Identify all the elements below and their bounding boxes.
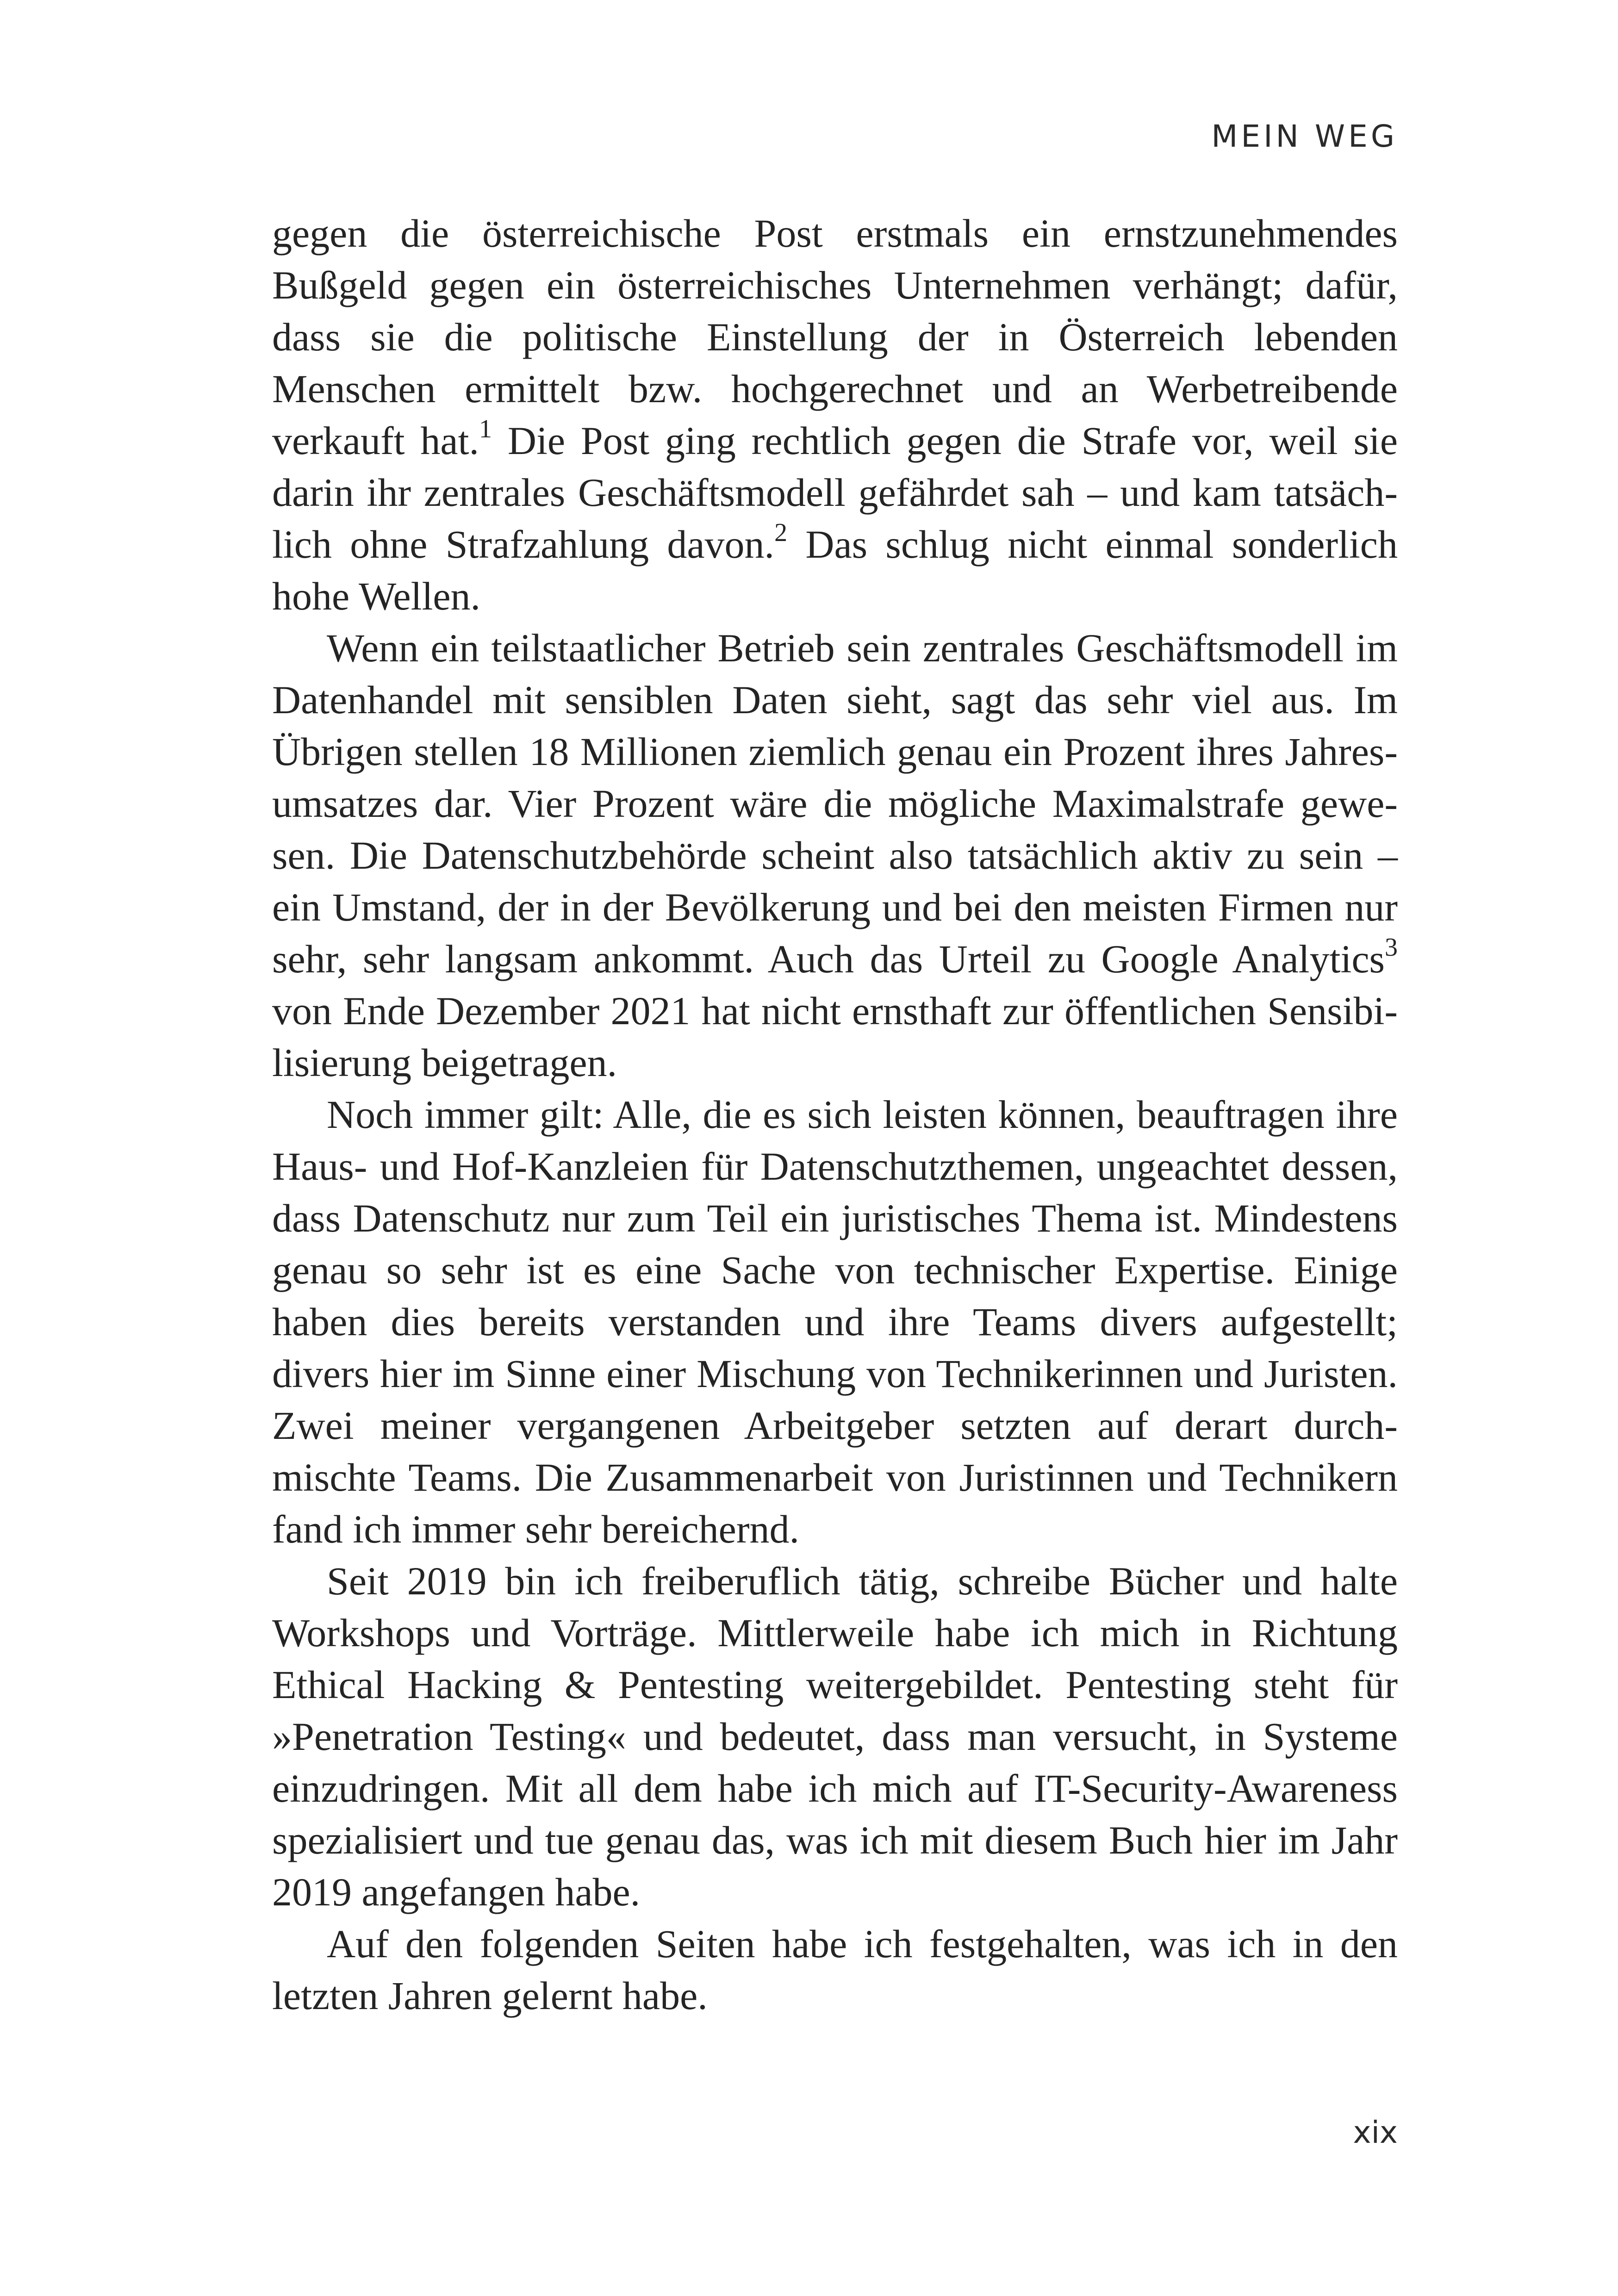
text-line: von Ende Dezember 2021 hat nicht ernsthaft zur öffentlichen Sensibi- [272,989,1398,1033]
text-line: Seit 2019 bin ich freiberuflich tätig, schreibe Bücher und halte [327,1559,1398,1603]
text-line: »Penetration Testing« und bedeutet, dass man versucht, in Systeme [272,1714,1398,1759]
paragraph [272,1918,1398,2022]
text-line: Haus- und Hof-Kanzleien für Datenschutzthemen, ungeachtet dessen, [272,1144,1398,1188]
text-line: Ethical Hacking & Pentesting weitergebildet. Pentesting steht für [272,1662,1398,1707]
paragraph [272,1089,1398,1555]
text-line: Auf den folgenden Seiten habe ich festgehalten, was ich in den [327,1922,1398,1966]
paragraph [272,207,1398,622]
text-line: Noch immer gilt: Alle, die es sich leisten können, beauftragen ihre [327,1092,1398,1137]
text-line: sehr, sehr langsam ankommt. Auch das Urteil zu Google Analytics$^3$ [272,933,1398,981]
text-line: letzten Jahren gelernt habe. [272,1973,708,2018]
footnote-reference: 3 [1385,933,1398,962]
text-line: dass Datenschutz nur zum Teil ein juristisches Thema ist. Mindestens [272,1196,1398,1240]
body-text [272,207,1398,2022]
paragraph [272,1555,1398,1918]
text-line: dass sie die politische Einstellung der in Österreich lebenden [272,315,1398,359]
text-line: umsatzes dar. Vier Prozent wäre die mögliche Maximalstrafe gewe- [272,781,1398,826]
text-line: sen. Die Datenschutzbehörde scheint also tatsächlich aktiv zu sein – [272,833,1398,877]
text-line: haben dies bereits verstanden und ihre Teams divers aufgestellt; [272,1300,1398,1344]
text-line: Bußgeld gegen ein österreichisches Unternehmen verhängt; dafür, [272,263,1398,307]
text-line: divers hier im Sinne einer Mischung von Technikerinnen und Juristen. [272,1351,1398,1396]
footnote-reference: 2 [774,518,788,548]
text-line: lisierung beigetragen. [272,1040,617,1085]
text-line: ein Umstand, der in der Bevölkerung und bei den meisten Firmen nur [272,885,1398,929]
text-line: mischte Teams. Die Zusammenarbeit von Juristinnen und Technikern [272,1455,1398,1500]
text-line: Workshops und Vorträge. Mittlerweile habe ich mich in Richtung [272,1611,1398,1655]
paragraph [272,622,1398,1089]
text-line: gegen die österreichische Post erstmals ein ernstzunehmendes [272,211,1398,255]
text-line: darin ihr zentrales Geschäftsmodell gefährdet sah – und kam tatsäch- [272,470,1398,515]
text-line: 2019 angefangen habe. [272,1870,641,1914]
running-head: MEIN WEG [1211,118,1398,154]
text-line: einzudringen. Mit all dem habe ich mich auf IT-Security-Awareness [272,1766,1398,1811]
text-line: verkauft hat.$^1$ Die Post ging rechtlich gegen die Strafe vor, weil sie [272,415,1398,463]
text-line: fand ich immer sehr bereichernd. [272,1507,799,1551]
text-line: spezialisiert und tue genau das, was ich mit diesem Buch hier im Jahr [272,1818,1398,1862]
text-line: Übrigen stellen 18 Millionen ziemlich genau ein Prozent ihres Jahres- [272,729,1398,774]
page-number: xix [1353,2115,1398,2150]
text-line: Menschen ermittelt bzw. hochgerechnet und an Werbetreibende [272,367,1398,411]
text-line: Zwei meiner vergangenen Arbeitgeber setzten auf derart durch- [272,1403,1398,1448]
text-line: Datenhandel mit sensiblen Daten sieht, sagt das sehr viel aus. Im [272,678,1398,722]
text-line: Wenn ein teilstaatlicher Betrieb sein zentrales Geschäftsmodell im [327,626,1398,670]
text-line: lich ohne Strafzahlung davon.$^2$ Das schlug nicht einmal sonderlich [272,518,1398,566]
footnote-reference: 1 [479,415,492,444]
text-line: genau so sehr ist es eine Sache von technischer Expertise. Einige [272,1248,1398,1292]
text-line: hohe Wellen. [272,574,481,618]
